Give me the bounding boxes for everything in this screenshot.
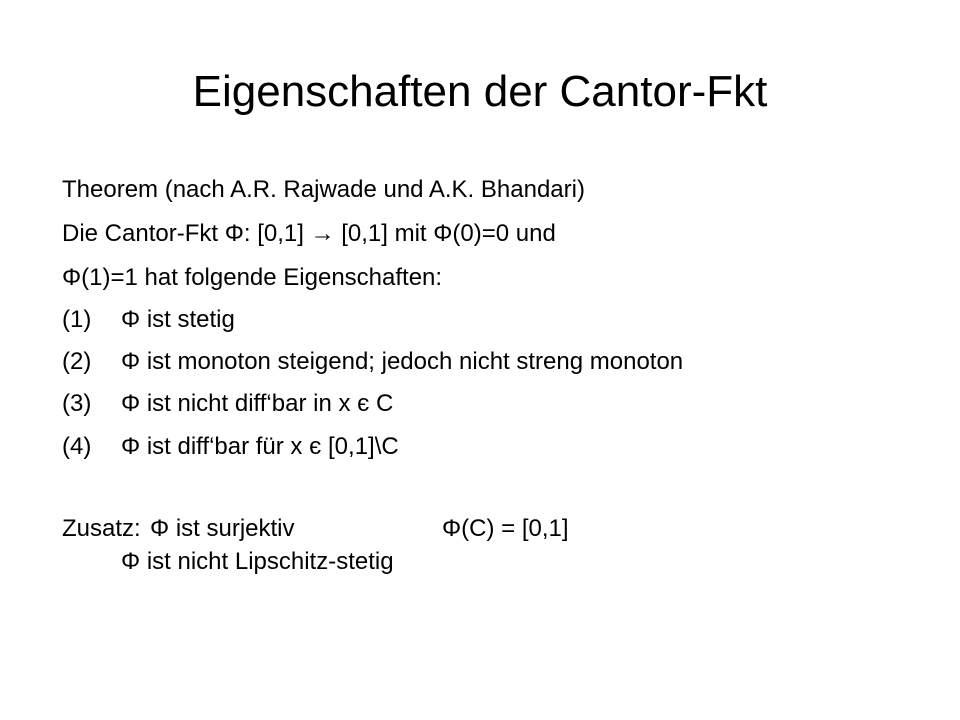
zusatz-label: Zusatz: xyxy=(62,515,141,542)
zusatz-surjektiv: Φ ist surjektiv xyxy=(150,515,295,542)
property-text: Φ ist stetig xyxy=(121,306,235,333)
theorem-statement-line-1: Die Cantor-Fkt Φ: [0,1] → [0,1] mit Φ(0)=0 und xyxy=(62,220,556,247)
zusatz-lipschitz: Φ ist nicht Lipschitz-stetig xyxy=(121,548,394,575)
property-number: (3) xyxy=(62,390,92,417)
theorem-statement-line-2: Φ(1)=1 hat folgende Eigenschaften: xyxy=(62,264,443,291)
property-text: Φ ist monoton steigend; jedoch nicht streng monoton xyxy=(121,348,684,375)
zusatz-image: Φ(C) = [0,1] xyxy=(442,515,569,542)
property-text: Φ ist diff‘bar für x є [0,1]\C xyxy=(121,433,399,460)
property-number: (4) xyxy=(62,433,92,460)
property-number: (2) xyxy=(62,348,92,375)
property-number: (1) xyxy=(62,306,92,333)
property-text: Φ ist nicht diff‘bar in x є C xyxy=(121,390,394,417)
slide-title: Eigenschaften der Cantor-Fkt xyxy=(192,67,768,116)
theorem-header: Theorem (nach A.R. Rajwade und A.K. Bhandari) xyxy=(62,176,585,203)
